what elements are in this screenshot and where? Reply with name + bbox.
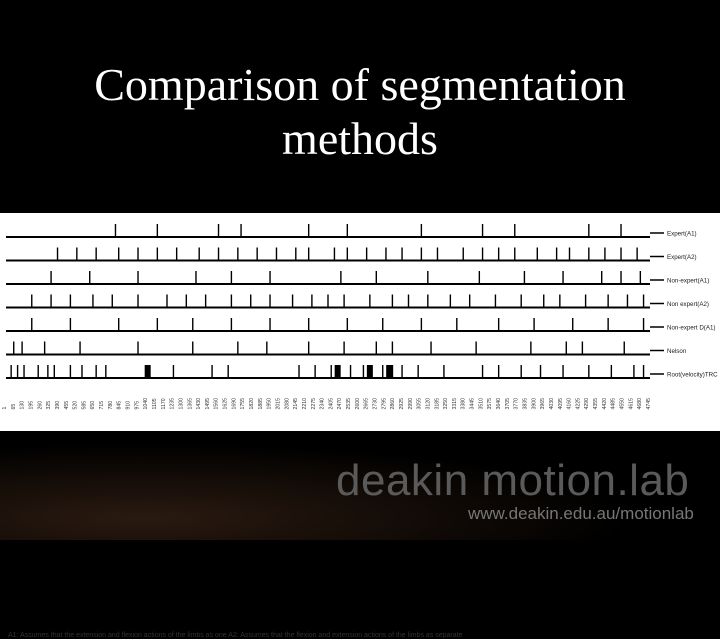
axis-tick-label: 845: [116, 400, 123, 410]
axis-tick-label: 3640: [496, 397, 503, 410]
axis-tick-label: 4485: [610, 397, 617, 410]
axis-tick-label: 1: [2, 406, 8, 410]
axis-tick-label: 2470: [337, 397, 344, 410]
axis-tick-label: 1365: [187, 397, 194, 410]
axis-tick-label: 3510: [478, 397, 485, 410]
axis-tick-label: 3250: [443, 397, 450, 410]
axis-tick-label: 4095: [557, 397, 564, 410]
axis-tick-label: 1495: [204, 397, 211, 410]
axis-tick-label: 4290: [584, 397, 591, 410]
axis-tick-label: 3315: [451, 397, 458, 410]
axis-tick-label: 4615: [628, 397, 635, 410]
axis-tick-label: 390: [54, 400, 61, 410]
axis-tick-label: 2275: [310, 397, 317, 410]
legend-label: Nelson: [667, 348, 687, 355]
axis-tick-label: 1235: [169, 397, 176, 410]
axis-tick-label: 2795: [381, 397, 388, 410]
axis-tick-label: 3965: [540, 397, 547, 410]
figure-footnote: A1: Assumes that the extension and flexion actions of the limbs as one A2: Assumes that the flexion and extension actions of the limbs as separate: [8, 632, 463, 639]
axis-tick-label: 195: [28, 400, 35, 410]
axis-tick-label: 3900: [531, 397, 538, 410]
axis-tick-label: 910: [125, 400, 132, 410]
axis-tick-label: 2340: [319, 397, 326, 410]
axis-tick-label: 2600: [354, 397, 361, 410]
axis-tick-label: 1820: [249, 397, 256, 410]
axis-tick-label: 4680: [637, 397, 644, 410]
axis-tick-label: 3705: [504, 397, 511, 410]
axis-tick-label: 4420: [601, 397, 608, 410]
legend-label: Root(velocity)TRC: [667, 371, 718, 379]
legend-label: Expert(A2): [667, 254, 697, 261]
axis-tick-label: 1560: [213, 397, 220, 410]
segment-block: [367, 365, 373, 378]
axis-tick-label: 2990: [407, 397, 414, 410]
axis-tick-label: 520: [72, 400, 79, 410]
axis-tick-label: 1105: [151, 398, 158, 410]
axis-tick-label: 4030: [548, 397, 555, 410]
axis-tick-label: 1950: [266, 397, 273, 410]
legend-label: Expert(A1): [667, 230, 697, 238]
segment-block: [145, 365, 151, 378]
segmentation-timeline-plot: [0, 213, 720, 431]
axis-tick-label: 260: [37, 400, 44, 410]
axis-tick-label: 3380: [460, 397, 467, 410]
axis-tick-label: 3835: [522, 397, 529, 410]
axis-tick-label: 1690: [231, 397, 238, 410]
axis-tick-label: 2730: [372, 397, 379, 410]
axis-tick-label: 1755: [240, 397, 247, 410]
axis-tick-label: 1040: [143, 397, 150, 410]
axis-tick-label: 3120: [425, 397, 432, 410]
axis-tick-label: 2080: [284, 397, 291, 410]
slide-title-line-2: methods: [282, 113, 438, 164]
slide-title-line-1: Comparison of segmentation: [94, 59, 626, 110]
axis-tick-label: 65: [10, 403, 17, 410]
segment-block: [335, 365, 341, 378]
axis-tick-label: 130: [19, 400, 26, 410]
axis-tick-label: 1885: [257, 397, 264, 410]
axis-tick-label: 2210: [301, 397, 308, 410]
axis-tick-label: 780: [107, 400, 114, 410]
axis-tick-label: 4160: [566, 397, 573, 410]
axis-tick-label: 3055: [416, 397, 423, 410]
axis-tick-label: 975: [134, 400, 141, 410]
axis-tick-label: 1300: [178, 397, 185, 410]
legend-label: Non-expert(A1): [667, 277, 710, 285]
axis-tick-label: 2925: [398, 397, 405, 410]
axis-tick-label: 585: [81, 400, 88, 410]
axis-tick-label: 2860: [390, 397, 397, 410]
axis-tick-label: 3770: [513, 397, 520, 410]
axis-tick-label: 4745: [646, 397, 652, 410]
axis-tick-label: 4355: [593, 397, 600, 410]
axis-tick-label: 4225: [575, 397, 582, 410]
axis-tick-label: 2535: [346, 397, 353, 410]
axis-tick-label: 715: [99, 400, 106, 410]
axis-tick-label: 325: [46, 400, 53, 410]
legend-label: Non-expert D(A1): [667, 324, 716, 332]
axis-tick-label: 1170: [160, 398, 167, 410]
axis-tick-label: 1625: [222, 397, 229, 410]
axis-tick-label: 650: [90, 400, 97, 410]
axis-tick-label: 455: [63, 400, 70, 410]
axis-tick-label: 2405: [328, 397, 335, 410]
legend-label: Non expert(A2): [667, 301, 709, 308]
axis-tick-label: 1430: [196, 397, 203, 410]
axis-tick-label: 4550: [619, 397, 626, 410]
slide-title: [0, 58, 720, 166]
axis-tick-label: 2145: [293, 397, 300, 410]
axis-tick-label: 3575: [487, 397, 494, 410]
segment-block: [386, 365, 392, 378]
brand-url: www.deakin.edu.au/motionlab: [468, 504, 694, 523]
brand-name: deakin motion.lab: [336, 456, 690, 505]
axis-tick-label: 2665: [363, 397, 370, 410]
axis-tick-label: 3445: [469, 397, 476, 410]
axis-tick-label: 2015: [275, 397, 282, 410]
axis-tick-label: 3185: [434, 397, 441, 410]
